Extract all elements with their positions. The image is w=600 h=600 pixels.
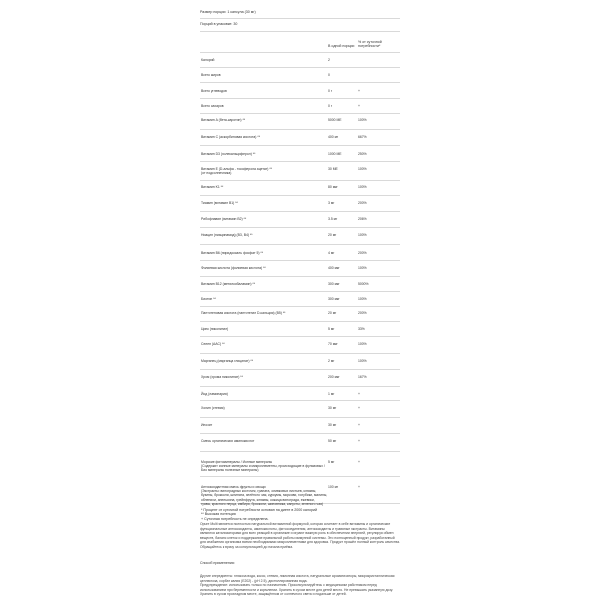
divider — [200, 161, 400, 162]
divider — [200, 369, 400, 370]
nutrient-name: Инозит — [201, 423, 213, 427]
divider — [200, 31, 400, 32]
nutrient-name: Ниацин (ниацинамид) (B3, B4) ** — [201, 233, 253, 237]
divider — [200, 145, 400, 146]
nutrient-daily-value: + — [358, 392, 360, 396]
nutrient-name: Био минералы полезные минералы) — [201, 468, 259, 473]
nutrient-name: Витамин B6 (пиридоксаль фосфат 5) ** — [201, 251, 264, 255]
divider — [200, 244, 400, 245]
ingredients-text: Другие ингредиенты: глюкоза вода, кокос, стевия, лимонная кислота, натуральные ароматизаторы, микрокристаллическая целлюлоза, сорбат калия (E202) - (рН 2.5), дистиллированная вода. — [200, 574, 395, 583]
nutrient-daily-value: 33% — [358, 327, 365, 331]
nutrient-amount: 200 мкг — [328, 375, 340, 379]
nutrient-amount: 0 г — [328, 104, 333, 108]
nutrient-daily-value: 100% — [358, 359, 367, 363]
nutrient-amount: 5 мг — [328, 327, 335, 331]
column-header-per-serving: В одной порции — [328, 44, 355, 48]
nutrient-amount: 4 мг — [328, 251, 335, 255]
nutrient-name: Селен (AAC) ** — [201, 342, 225, 346]
divider — [200, 260, 400, 261]
nutrient-name: Рибофлавин (витамин B2) ** — [201, 217, 247, 221]
nutrient-name: Биотин ** — [201, 297, 216, 301]
nutrient-amount: 1000 МЕ — [328, 152, 342, 156]
divider — [200, 18, 400, 19]
nutrient-name: Витамин A (бета-каротин) ** — [201, 118, 246, 122]
nutrient-amount: 80 мкг — [328, 185, 338, 189]
nutrient-name: Пантотеновая кислота (пантотенат D-кальция) (B5) ** — [201, 311, 286, 315]
nutrient-name: бузины, брокколи, шпината, зелёного чая, куркумы, моркови, голубики, малины, — [201, 493, 328, 498]
nutrient-amount: 20 мг — [328, 311, 337, 315]
nutrient-amount: 100 мг — [328, 485, 339, 489]
nutrient-daily-value: + — [358, 423, 360, 427]
nutrient-name: (Экстракты: виноградных косточек, граната, оливковых листьев, клюквы, — [201, 489, 317, 494]
nutrient-amount: 2 мг — [328, 359, 335, 363]
divider — [200, 291, 400, 292]
nutrient-daily-value: + — [358, 439, 360, 443]
divider — [200, 451, 400, 452]
nutrient-daily-value: 100% — [358, 233, 367, 237]
nutrient-daily-value: 206% — [358, 217, 367, 221]
nutrient-daily-value: 667% — [358, 135, 367, 139]
divider — [200, 433, 400, 434]
nutrient-amount: 50 мг — [328, 439, 337, 443]
nutrient-amount: 300 мкг — [328, 282, 340, 286]
nutrient-daily-value: + — [358, 89, 360, 93]
divider — [200, 321, 400, 322]
nutrient-name: Всего жиров — [201, 73, 221, 77]
divider — [200, 417, 400, 418]
divider — [200, 67, 400, 68]
nutrient-amount: 400 мкг — [328, 266, 340, 270]
nutrient-daily-value: + — [358, 104, 360, 108]
divider — [200, 400, 400, 401]
divider — [200, 129, 400, 130]
nutrient-name: Хром (хрома пиколинат) ** — [201, 375, 243, 379]
nutrient-name: Морские фитоминералы / Ионные минералы — [201, 460, 273, 464]
nutrient-name: Марганец (марганца глицинат) ** — [201, 359, 254, 363]
divider — [200, 336, 400, 337]
nutrient-daily-value: 167% — [358, 375, 367, 379]
nutrient-name: Витамин E (D-альфа - токоферола ацетат) ** — [201, 167, 272, 171]
nutrient-daily-value: 100% — [358, 342, 367, 346]
nutrient-daily-value: 200% — [358, 251, 367, 255]
divider — [200, 52, 400, 53]
nutrient-daily-value: + — [358, 406, 360, 410]
nutrient-amount: 0 г — [328, 89, 333, 93]
footnote: + Суточная потребность не определена. — [201, 516, 269, 521]
divider — [200, 306, 400, 307]
nutrient-daily-value: 100% — [358, 185, 367, 189]
nutrient-name: Антиоксидантная смесь фрукты и овощи — [201, 485, 266, 489]
nutrient-amount: 30 мг — [328, 423, 337, 427]
nutrient-name: Цинк (пиколинат) — [201, 327, 229, 331]
divider — [200, 353, 400, 354]
footnote: * Процент от суточной потребности основан на диете в 2000 калорий — [201, 508, 318, 512]
nutrient-amount: 5 мг — [328, 460, 335, 464]
nutrient-daily-value: 200% — [358, 311, 367, 315]
divider — [200, 180, 400, 181]
nutrient-name: Холин (стевия) — [201, 406, 225, 410]
nutrient-daily-value: 5000% — [358, 282, 369, 286]
nutrient-amount: 3 мг — [328, 201, 335, 205]
nutrient-daily-value: 100% — [358, 167, 367, 171]
nutrient-name: (Содержит ионные минералы и микроэлементы, происходящие в фульвовых / — [201, 464, 325, 469]
nutrient-amount: 20 мг — [328, 233, 337, 237]
nutrient-name: Смесь органических аминокислот — [201, 439, 255, 443]
nutrient-daily-value: 100% — [358, 118, 367, 122]
serving-size: Размер порции: 1 капсула (30 мг) — [200, 10, 256, 14]
nutrient-name: Витамин B12 (метилкобаламин) ** — [201, 282, 256, 286]
nutrient-daily-value: + — [358, 460, 360, 464]
nutrient-daily-value: 100% — [358, 297, 367, 301]
divider — [200, 113, 400, 114]
servings-per-container: Порций в упаковке: 30 — [200, 22, 238, 26]
nutrient-amount: 0 — [328, 73, 330, 77]
footnote: ** Высокая потенция — [201, 512, 236, 517]
divider — [200, 82, 400, 83]
nutrient-name: Йод (ламинария) — [201, 392, 228, 396]
column-header-daily-value: % от суточной потребности* — [358, 40, 382, 49]
nutrient-amount: 5000 МЕ — [328, 118, 342, 122]
divider — [200, 276, 400, 277]
nutrient-name: Калорий — [201, 58, 215, 62]
divider — [200, 98, 400, 99]
nutrient-name: (от подсолнечника) — [201, 171, 232, 176]
nutrient-amount: 1 мг — [328, 392, 335, 396]
nutrient-name: Фолиевая кислота (фолиевая кислота) ** — [201, 266, 266, 270]
nutrient-name: Витамин K1 ** — [201, 185, 224, 189]
nutrient-amount: 300 мкг — [328, 297, 340, 301]
nutrient-amount: 3.5 мг — [328, 217, 338, 221]
nutrient-name: Витамин C (аскорбиновая кислота) ** — [201, 135, 261, 139]
nutrient-amount: 70 мкг — [328, 342, 338, 346]
divider — [200, 195, 400, 196]
nutrient-amount: 400 мг — [328, 135, 339, 139]
nutrient-daily-value: 100% — [358, 266, 367, 270]
nutrient-name: гуавы, красного перца, имбиря, брокколи, шиповника, капусты, зеленого чая) — [201, 501, 324, 506]
divider — [200, 227, 400, 228]
warning-text: Предупреждение: использовать только по назначению. Проконсультируйтесь с медицинским работником перед использованием при беременности и кормлении. Хранить в сухом месте для детей место. Не превышать указанную дозу. Хранить в сухом прохладном месте, защищённом от солнечного света и подальше от детей. — [200, 583, 394, 597]
nutrient-name: Всего углеводов — [201, 89, 227, 93]
usage-title: Способ применения: — [200, 561, 235, 565]
nutrient-amount: 2 — [328, 58, 330, 62]
nutrient-daily-value: + — [358, 485, 360, 489]
divider — [200, 386, 400, 387]
nutrient-daily-value: 200% — [358, 201, 367, 205]
nutrient-amount: 30 мг — [328, 406, 337, 410]
nutrient-amount: 30 МЕ — [328, 167, 338, 171]
divider — [200, 476, 400, 477]
nutrient-daily-value: 250% — [358, 152, 367, 156]
product-description: Opure Multi является полностью натуральной витаминной формулой, которая сочетает в себе витамины и органические функциональные антиоксиданты, аминокислоты, фитосоединения, антиоксиданты и травяные экстракты. Витамины являются катализаторами для всех реакций в организме и играют важную роль в обеспечении энергией, регулируя обмен веществ, баланс клеток и поддержание правильной работы иммунной системы. Это полноценный продукт, разработанный для снабжения организма всеми необходимыми микроэлементами для здоровья. Продукт прошёл полный контроль качества. Обращайтесь к врачу за консультацией до начала приёма. — [200, 522, 400, 549]
divider — [200, 211, 400, 212]
nutrient-name: облепихи, апельсина, грейпфрута, клюквы, кожица винограда, ежевики, — [201, 497, 315, 502]
nutrient-name: Тиамин (витамин B1) ** — [201, 201, 238, 205]
nutrient-name: Всего сахаров — [201, 104, 224, 108]
nutrient-name: Витамин D3 (холекальциферол) ** — [201, 152, 256, 156]
